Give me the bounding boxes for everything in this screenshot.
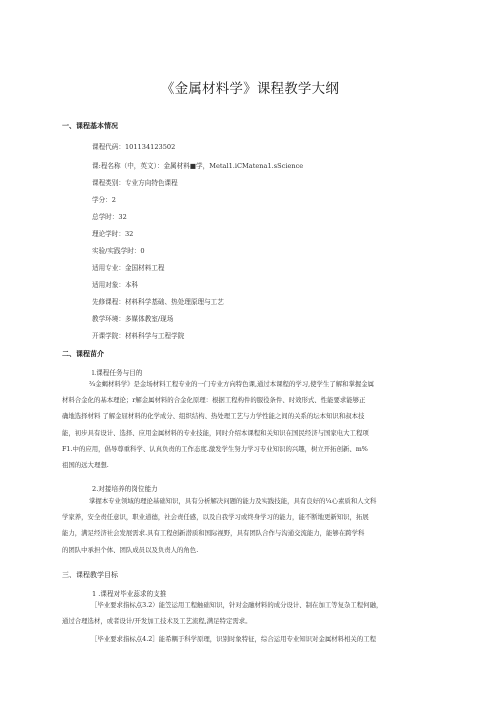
paragraph-job-ability [62,493,438,558]
field-audience: 适用对象：本科 [92,281,139,289]
section-heading-intro: 二、课程苗介 [62,350,104,358]
field-course-category: 课程类别：专业方向特色课程 [92,179,178,187]
field-course-name: 课:程名称（中，英文）：金属材料■学，Metal1.iCMatena1.sScience [92,162,304,170]
paragraph-line: 通过合理选材，或者设计/开发加工技术及工艺流程,满足特定需求。 [62,617,252,626]
paragraph-line: 学家养，安全责任意识，职业道德，社会责任感，以及自我学习或终身学习的能力，能不断地更新知识，拓展 [62,513,369,522]
paragraph-line: ［毕业要求指标点4.2］能希耦于科学原理，识别时象特征，综合运用专业知识对金属材料相关的工程 [91,635,376,643]
subheading-job-ability: 2.对接培养的岗位能力 [92,485,158,493]
subheading-graduation-support: 1 .课程对毕业蕊求的支推 [92,590,167,598]
paragraph-line: ［毕业要求指标点3.2）能笠运用工程触础知识，针对金融材料的成分设计、制在加工等复杂工程何融， [91,601,383,609]
field-course-code: 课程代码：101134123502 [92,143,176,151]
section-heading-basic-info: 一、课程基本情况 [62,122,118,130]
paragraph-line: F1.中的应用，倡导尊重科学、认真负责的工作态度.激发学生努力学习专业知识的兴趣，树立开拓创新、m% [62,444,368,453]
section-heading-objectives: 三、课程教学目标 [62,571,118,579]
document-title: 《金属材料学》课程教学大纲 [160,81,340,97]
field-credits: 学分：2 [92,196,116,204]
paragraph-line: 祖国的远大理想. [62,461,109,470]
paragraph-requirement-4-2 [62,631,440,647]
field-theory-hours: 理论学时：32 [92,230,134,238]
paragraph-task-purpose [62,376,438,473]
paragraph-line: 材料合金化的基本理论；r解金属材料的合金化原理：根据工程构件的服役条件、时效形式、性能要求能够正 [62,396,366,405]
paragraph-line: 的团队中承担个体、团队成员以及负责人的角色. [62,545,199,554]
field-college: 开课学院：材料科学与工程学院 [92,332,185,340]
paragraph-line: ¾金蝎材料学》是金场材料工程专业的一门专业方向特色课,通过本课程的学习,使学生了解和掌握金属 [89,380,375,388]
subheading-task-purpose: l.课程任务与目的 [92,369,143,377]
paragraph-line: 能，初步具有设计、选择、应用金属材料的专业技能，同时介绍本课程和关知识在国民经济与国家电大工程项 [62,428,369,437]
field-environment: 教学环境：多媒体教室/现场 [92,315,174,323]
field-lab-hours: 实验/实践学时：0 [92,247,145,255]
paragraph-requirement-3-2 [62,597,440,629]
paragraph-line: 掌握本专业领域的理论基础知识，具有分析解决问题的能力及实践技能，具有良好的¼心素质和人文科 [89,497,377,505]
paragraph-line: 能力，满足经济社会发展需求.具有工程创新潜质和国际视野，具有团队合作与沟通交流能力，能够在跨学科 [62,529,365,538]
field-major: 适用专业：金国材料工程 [92,264,165,272]
paragraph-line: 确地选择材料 了解金屈材料的化学成分、组织结构、热处理工艺与力学性能之间的关系的坛本知识和叔本技 [62,412,365,421]
field-total-hours: 总学时：32 [92,213,127,221]
field-prerequisites: 先修课程：材料科学基础、热处理原理与工艺 [92,298,224,306]
